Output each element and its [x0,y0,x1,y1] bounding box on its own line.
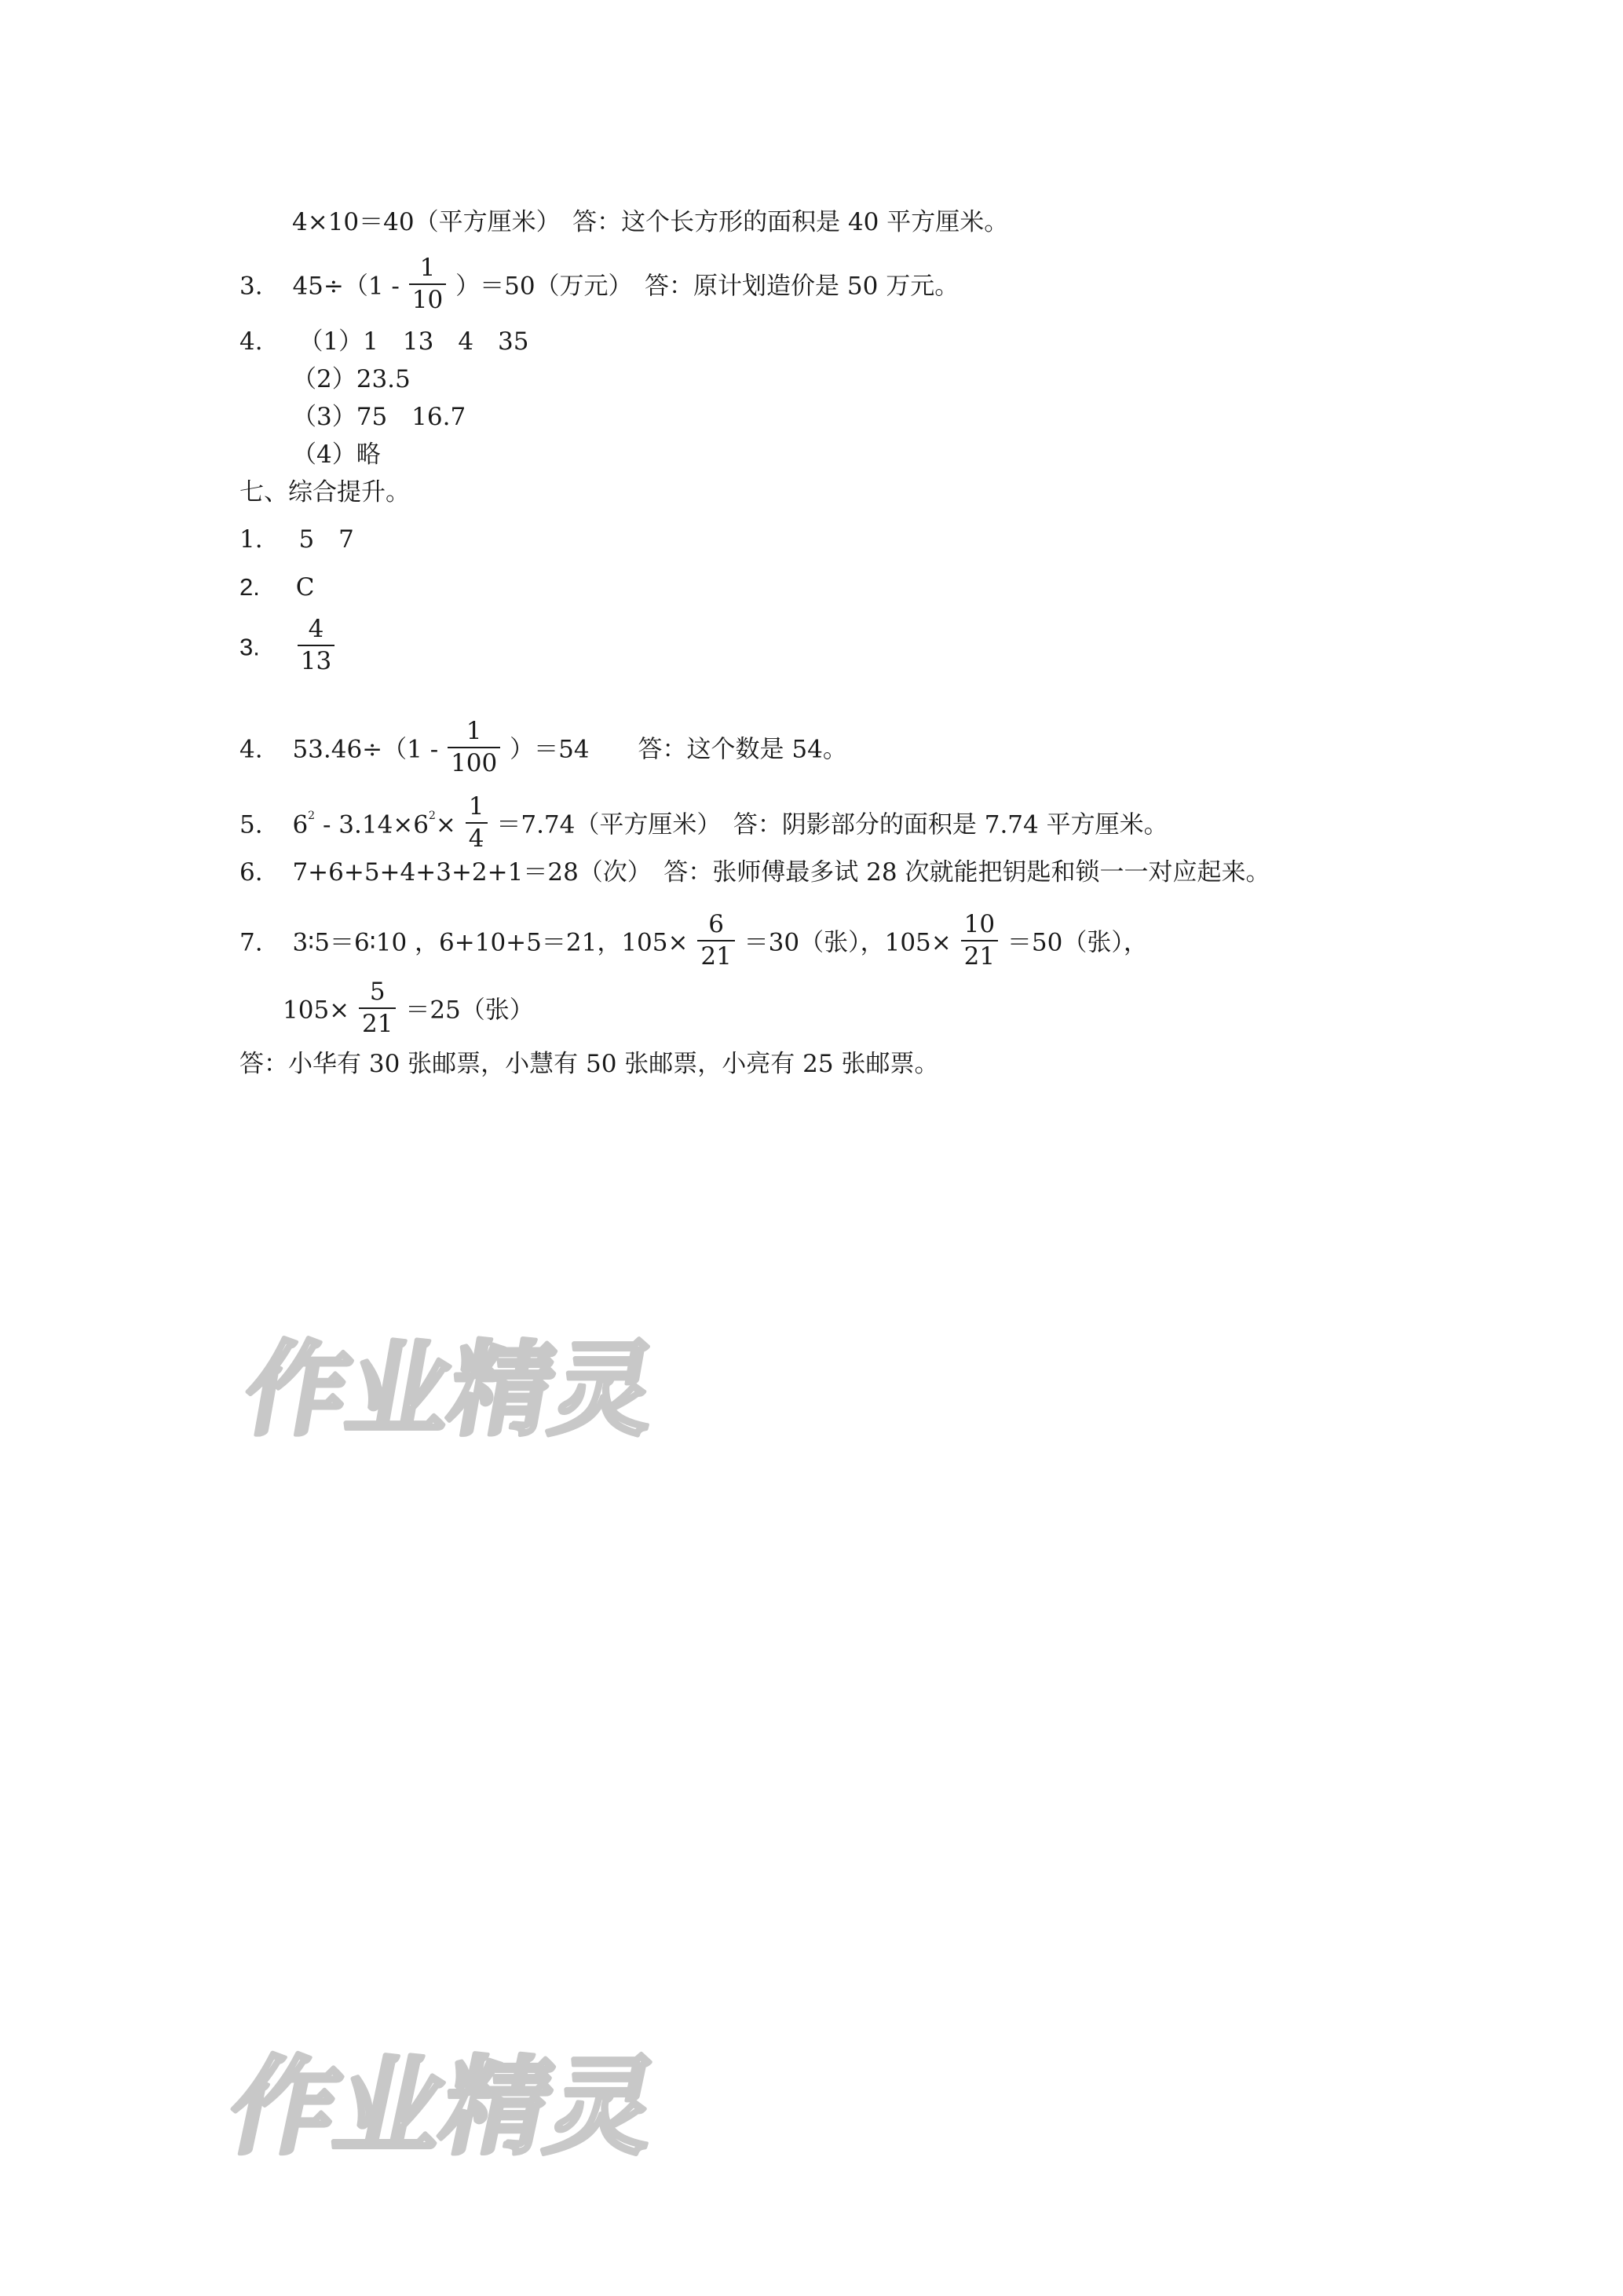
line-a5: 5. $6^2 - 3.14\times 6^2\times$ $\frac{1}{4}$ ＝7.74（平方厘米） 答：阴影部分的面积是 7.74 平方厘米。 [239,792,1168,853]
line-q4-2 [292,367,411,392]
fraction: $\frac{10}{21}$ [961,912,998,969]
line-area-answer [292,210,1008,235]
line-q4-1 [239,327,529,356]
line-a4 [239,717,847,779]
svg-text:作业精灵: 作业精灵 [219,2047,669,2166]
item-number: 7. [239,928,263,957]
fraction: $\frac{6}{21}$ [697,912,734,969]
equation-text: 53.46÷（1 - [292,735,439,764]
fraction: $\frac{1}{10}$ [409,256,446,313]
watermark-logo [228,1319,667,1453]
equation-text: ）＝50（万元） 答：原计划造价是 50 万元。 [455,272,960,301]
final-answer: 答：小华有 30 张邮票，小慧有 50 张邮票，小亮有 25 张邮票。 [239,1050,939,1078]
equation-text: ）＝54 答：这个数是 54。 [510,735,847,764]
answer-text: C [295,573,315,601]
section-heading: 七、综合提升。 [239,478,410,506]
line-a7-cont: 105× $\frac{5}{21}$ ＝25（张） [283,978,534,1038]
area-equation: 4×10＝40（平方厘米） 答：这个长方形的面积是 40 平方厘米。 [292,208,1009,236]
item-number: 1. [239,525,263,554]
fraction: $\frac{1}{4}$ [466,795,488,851]
equation-text: ＝7.74（平方厘米） 答：阴影部分的面积是 7.74 平方厘米。 [496,810,1168,839]
item-number: 4. [239,327,263,356]
answer-text: 7+6+5+4+3+2+1＝28（次） 答：张师傅最多试 28 次就能把钥匙和锁一一对应起来。 [292,858,1270,887]
line-q4-4 [292,443,381,467]
item-number: 3. [239,633,260,661]
answer-text: （4）略 [292,441,381,469]
equation-text: 45÷（1 - [292,272,400,301]
fraction: $\frac{4}{13}$ [298,617,334,674]
line-a1 [239,525,354,554]
watermark-logo [212,2034,683,2175]
exponent: 2 [429,810,436,823]
line-q4-3 [292,405,466,430]
answer-text: （1）1 13 4 35 [298,327,529,356]
line-a2 [239,575,314,600]
item-number: 4. [239,735,263,764]
fraction: $\frac{1}{100}$ [448,719,500,776]
fraction: $\frac{5}{21}$ [359,980,396,1036]
answer-text: 5 7 [298,525,354,554]
line-q3 [239,254,960,316]
line-a6 [239,858,1270,887]
item-number: 2. [239,573,260,601]
item-number: 3. [239,272,263,301]
exponent: 2 [308,810,316,823]
line-a7: 7. 3∶5＝6∶10 ，6+10+5＝21，105× $\frac{6}{21}$ ＝30（张），105× $\frac{10}{21}$ ＝50（张）， [239,910,1148,971]
item-number: 5. [239,810,263,839]
answer-text: （3）75 16.7 [292,403,466,431]
svg-text:作业精灵: 作业精灵 [236,1332,666,1447]
item-number: 6. [239,858,263,887]
answer-text: （2）23.5 [292,365,411,393]
line-a3 [239,615,336,677]
